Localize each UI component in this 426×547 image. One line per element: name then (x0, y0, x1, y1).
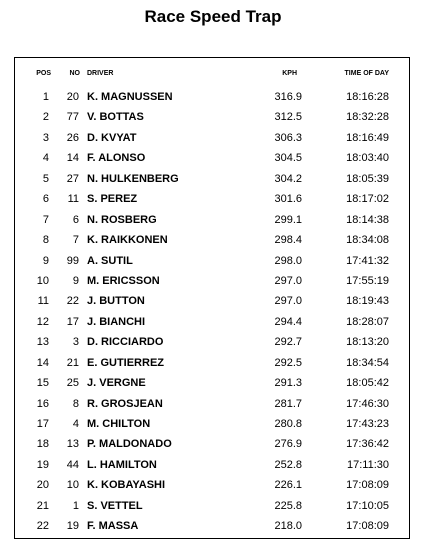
cell-no: 8 (72, 397, 79, 410)
cell-driver: D. KVYAT (87, 131, 137, 144)
cell-pos: 6 (42, 193, 49, 206)
cell-driver: V. BOTTAS (87, 111, 144, 124)
cell-time-of-day: 18:34:08 (346, 234, 389, 247)
header-no: NO (69, 70, 80, 77)
table-row (15, 291, 409, 311)
cell-time-of-day: 18:05:42 (346, 377, 389, 390)
cell-kph: 312.5 (274, 111, 302, 124)
table-header (15, 70, 409, 82)
cell-pos: 21 (36, 499, 49, 512)
cell-driver: F. ALONSO (87, 152, 146, 165)
cell-kph: 225.8 (274, 499, 302, 512)
cell-driver: N. HULKENBERG (87, 172, 179, 185)
cell-driver: K. RAIKKONEN (87, 234, 168, 247)
cell-driver: J. VERGNE (87, 377, 146, 390)
cell-kph: 297.0 (274, 274, 302, 287)
table-row (15, 312, 409, 332)
cell-pos: 11 (37, 295, 49, 308)
cell-no: 19 (66, 520, 79, 533)
cell-kph: 280.8 (274, 418, 302, 430)
cell-driver: E. GUTIERREZ (87, 356, 165, 369)
table-row (15, 128, 409, 148)
cell-kph: 306.3 (274, 131, 302, 144)
cell-no: 20 (66, 91, 79, 103)
cell-no: 3 (72, 336, 79, 349)
cell-pos: 22 (36, 520, 49, 533)
cell-time-of-day: 17:55:19 (346, 274, 389, 287)
cell-kph: 294.4 (274, 315, 302, 328)
cell-driver: S. PEREZ (87, 193, 138, 206)
cell-pos: 19 (36, 458, 49, 471)
table-row (15, 230, 409, 250)
cell-pos: 4 (42, 152, 49, 165)
cell-driver: D. RICCIARDO (87, 336, 164, 349)
cell-no: 13 (66, 438, 79, 451)
cell-time-of-day: 17:43:23 (346, 418, 389, 430)
cell-pos: 2 (42, 111, 49, 124)
cell-time-of-day: 17:36:42 (346, 438, 389, 451)
cell-driver: S. VETTEL (87, 499, 143, 512)
cell-kph: 299.1 (274, 213, 302, 226)
cell-kph: 304.2 (274, 172, 302, 185)
page-title: Race Speed Trap (144, 7, 282, 26)
header-time-of-day: TIME OF DAY (344, 70, 389, 77)
table-row (15, 455, 409, 475)
cell-driver: L. HAMILTON (87, 458, 157, 471)
cell-no: 4 (72, 418, 79, 430)
table-row (15, 373, 409, 393)
cell-time-of-day: 18:17:02 (346, 193, 389, 206)
cell-no: 7 (72, 234, 79, 247)
cell-no: 77 (66, 111, 79, 124)
table-row (15, 189, 409, 209)
cell-time-of-day: 18:32:28 (346, 111, 389, 124)
table-row (15, 210, 409, 230)
header-pos: POS (36, 70, 51, 77)
cell-pos: 15 (36, 377, 49, 390)
cell-pos: 7 (42, 213, 49, 226)
cell-pos: 10 (36, 274, 49, 287)
cell-time-of-day: 18:16:28 (346, 91, 389, 103)
cell-no: 26 (66, 131, 79, 144)
cell-kph: 281.7 (274, 397, 302, 410)
cell-time-of-day: 18:28:07 (346, 315, 389, 328)
cell-pos: 12 (36, 315, 49, 328)
cell-no: 6 (72, 213, 79, 226)
cell-no: 22 (66, 295, 79, 308)
table-row (15, 271, 409, 291)
cell-pos: 18 (36, 438, 49, 451)
cell-no: 44 (66, 458, 79, 471)
cell-kph: 276.9 (274, 438, 302, 451)
cell-time-of-day: 17:46:30 (346, 397, 389, 410)
cell-time-of-day: 17:08:09 (346, 520, 389, 533)
cell-driver: M. CHILTON (87, 418, 151, 430)
table-body (15, 87, 409, 537)
cell-no: 27 (66, 172, 79, 185)
cell-time-of-day: 18:19:43 (346, 295, 389, 308)
cell-driver: N. ROSBERG (87, 213, 157, 226)
cell-no: 11 (67, 193, 79, 206)
table-row (15, 414, 409, 434)
cell-pos: 14 (36, 356, 49, 369)
cell-no: 17 (66, 315, 79, 328)
cell-pos: 16 (36, 397, 49, 410)
cell-pos: 1 (42, 91, 49, 103)
cell-pos: 17 (36, 418, 49, 430)
cell-driver: J. BIANCHI (87, 315, 146, 328)
cell-driver: M. ERICSSON (87, 274, 160, 287)
table-row (15, 251, 409, 271)
cell-driver: K. KOBAYASHI (87, 479, 166, 492)
table-row (15, 87, 409, 107)
cell-pos: 9 (42, 254, 49, 267)
table-row (15, 516, 409, 536)
table-row (15, 332, 409, 352)
cell-kph: 316.9 (274, 91, 302, 103)
cell-pos: 5 (42, 172, 49, 185)
table-row (15, 394, 409, 414)
cell-no: 99 (66, 254, 79, 267)
cell-no: 10 (66, 479, 79, 492)
cell-kph: 297.0 (274, 295, 302, 308)
cell-driver: F. MASSA (87, 520, 139, 533)
cell-driver: J. BUTTON (87, 295, 145, 308)
table-row (15, 353, 409, 373)
cell-time-of-day: 17:11:30 (346, 458, 389, 471)
cell-no: 21 (66, 356, 79, 369)
cell-time-of-day: 17:10:05 (346, 499, 389, 512)
cell-kph: 292.5 (274, 356, 302, 369)
cell-time-of-day: 18:34:54 (346, 356, 389, 369)
cell-pos: 20 (36, 479, 49, 492)
cell-pos: 3 (42, 131, 49, 144)
cell-kph: 292.7 (274, 336, 302, 349)
cell-time-of-day: 17:08:09 (346, 479, 389, 492)
table-row (15, 434, 409, 454)
cell-kph: 301.6 (274, 193, 302, 206)
cell-kph: 226.1 (274, 479, 302, 492)
table-row (15, 148, 409, 168)
cell-no: 14 (66, 152, 79, 165)
cell-driver: A. SUTIL (87, 254, 133, 267)
cell-time-of-day: 18:03:40 (346, 152, 389, 165)
cell-kph: 252.8 (274, 458, 302, 471)
cell-driver: K. MAGNUSSEN (87, 91, 173, 103)
cell-no: 25 (66, 377, 79, 390)
cell-kph: 218.0 (274, 520, 302, 533)
cell-pos: 8 (42, 234, 49, 247)
table-row (15, 496, 409, 516)
table-row (15, 169, 409, 189)
cell-kph: 291.3 (274, 377, 302, 390)
cell-driver: R. GROSJEAN (87, 397, 163, 410)
header-kph: KPH (282, 70, 297, 77)
cell-time-of-day: 18:16:49 (346, 131, 389, 144)
cell-no: 1 (72, 499, 79, 512)
cell-pos: 13 (36, 336, 49, 349)
cell-kph: 298.4 (274, 234, 302, 247)
table-row (15, 475, 409, 495)
speed-trap-table (14, 57, 410, 539)
cell-time-of-day: 18:13:20 (346, 336, 389, 349)
cell-kph: 304.5 (274, 152, 302, 165)
table-row (15, 107, 409, 127)
cell-time-of-day: 18:05:39 (346, 172, 389, 185)
cell-time-of-day: 17:41:32 (346, 254, 389, 267)
cell-driver: P. MALDONADO (87, 438, 172, 451)
cell-time-of-day: 18:14:38 (346, 213, 389, 226)
header-driver: DRIVER (87, 70, 114, 77)
cell-kph: 298.0 (274, 254, 302, 267)
cell-no: 9 (72, 274, 79, 287)
